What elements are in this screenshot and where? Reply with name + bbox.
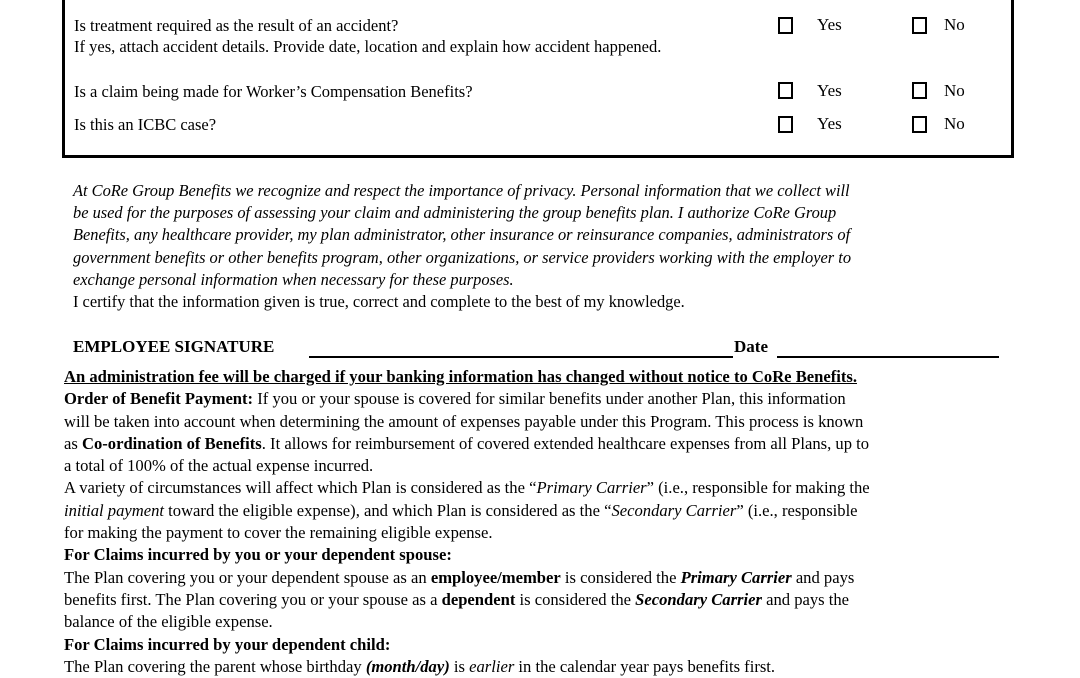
wcb-no-checkbox[interactable] xyxy=(912,82,927,99)
order-line xyxy=(64,388,1014,410)
icbc-yes-label: Yes xyxy=(817,114,842,133)
accident-details-instruction: If yes, attach accident details. Provide date, location and explain how accident happened. xyxy=(74,37,662,56)
wcb-yes-checkbox[interactable] xyxy=(778,82,793,99)
order-text: . It allows for reimbursement of covered extended healthcare expenses from all Plans, up to xyxy=(261,433,870,453)
certification-statement: I certify that the information given is true, correct and complete to the best of my knowledge. xyxy=(73,292,685,311)
icbc-yes-checkbox[interactable] xyxy=(778,116,793,133)
child-text: is xyxy=(449,656,470,676)
child-text: in the calendar year pays benefits first. xyxy=(514,656,776,676)
order-text: A variety of circumstances will affect which Plan is considered as the “ xyxy=(64,478,537,498)
secondary-carrier-term: Secondary Carrier xyxy=(611,500,737,520)
spouse-line xyxy=(64,567,1014,589)
earlier-term: earlier xyxy=(469,656,515,676)
child-text: The Plan covering the parent whose birthday xyxy=(64,656,366,676)
spouse-claims-heading: For Claims incurred by you or your dependent spouse: xyxy=(64,545,452,565)
spouse-text: is considered the xyxy=(515,589,636,609)
icbc-no-label: No xyxy=(944,114,965,133)
employee-signature-label: EMPLOYEE SIGNATURE xyxy=(73,337,275,356)
order-text: ” (i.e., responsible xyxy=(736,500,858,520)
order-text: as xyxy=(64,433,82,453)
wcb-no-label: No xyxy=(944,81,965,100)
privacy-line: Benefits, any healthcare provider, my plan administrator, other insurance or reinsurance companies, administrators of xyxy=(73,225,851,245)
icbc-question: Is this an ICBC case? xyxy=(74,115,217,134)
spouse-text: and pays the xyxy=(761,589,850,609)
employee-signature-field[interactable] xyxy=(309,356,733,358)
primary-carrier-term: Primary Carrier xyxy=(680,567,792,587)
cob-term: Co-ordination of Benefits xyxy=(81,433,262,453)
order-line xyxy=(64,433,1014,455)
privacy-line: At CoRe Group Benefits we recognize and respect the importance of privacy. Personal information that we collect will xyxy=(73,181,850,200)
accident-yes-label: Yes xyxy=(817,15,842,34)
wcb-yes-label: Yes xyxy=(817,81,842,100)
spouse-line xyxy=(64,589,1014,611)
privacy-statement xyxy=(73,180,1008,291)
spouse-text: The Plan covering you or your dependent spouse as an xyxy=(64,567,431,587)
child-claims-heading: For Claims incurred by your dependent child: xyxy=(64,634,391,654)
wcb-question: Is a claim being made for Worker’s Compensation Benefits? xyxy=(74,82,473,101)
privacy-line: exchange personal information when necessary for these purposes. xyxy=(73,269,514,289)
spouse-text: and pays xyxy=(791,567,855,587)
primary-carrier-term: Primary Carrier xyxy=(536,478,647,498)
accident-yes-checkbox[interactable] xyxy=(778,17,793,34)
privacy-line: be used for the purposes of assessing your claim and administering the group benefits plan. I authorize CoRe Group xyxy=(73,203,837,223)
initial-payment-term: initial payment xyxy=(64,500,165,520)
privacy-line: government benefits or other benefits program, other organizations, or service providers working with the employer to xyxy=(73,247,852,267)
order-heading: Order of Benefit Payment: xyxy=(64,389,254,409)
icbc-no-checkbox[interactable] xyxy=(912,116,927,133)
order-text: ” (i.e., responsible for making the xyxy=(646,478,870,498)
employee-member-term: employee/member xyxy=(430,567,561,587)
order-line xyxy=(64,477,1014,499)
order-line xyxy=(64,500,1014,522)
date-field[interactable] xyxy=(777,356,999,358)
spouse-text: is considered the xyxy=(560,567,681,587)
spouse-text: benefits first. The Plan covering you or your spouse as a xyxy=(64,589,442,609)
order-text: toward the eligible expense), and which Plan is considered as the “ xyxy=(164,500,612,520)
benefit-payment-section xyxy=(64,366,1014,678)
month-day-term: (month/day) xyxy=(365,656,450,676)
order-line: a total of 100% of the actual expense incurred. xyxy=(64,456,374,476)
order-text: If you or your spouse is covered for similar benefits under another Plan, this information xyxy=(253,389,846,409)
accident-question: Is treatment required as the result of an accident? xyxy=(74,16,399,35)
admin-fee-notice: An administration fee will be charged if your banking information has changed without notice to CoRe Benefits. xyxy=(64,367,857,386)
secondary-carrier-term: Secondary Carrier xyxy=(635,589,762,609)
spouse-line: balance of the eligible expense. xyxy=(64,612,273,632)
order-line: for making the payment to cover the remaining eligible expense. xyxy=(64,523,493,543)
accident-no-label: No xyxy=(944,15,965,34)
date-label: Date xyxy=(734,337,768,356)
accident-no-checkbox[interactable] xyxy=(912,17,927,34)
signature-row xyxy=(73,337,1003,361)
order-line: will be taken into account when determining the amount of expenses payable under this Program. This process is known xyxy=(64,411,864,431)
dependent-term: dependent xyxy=(441,589,516,609)
